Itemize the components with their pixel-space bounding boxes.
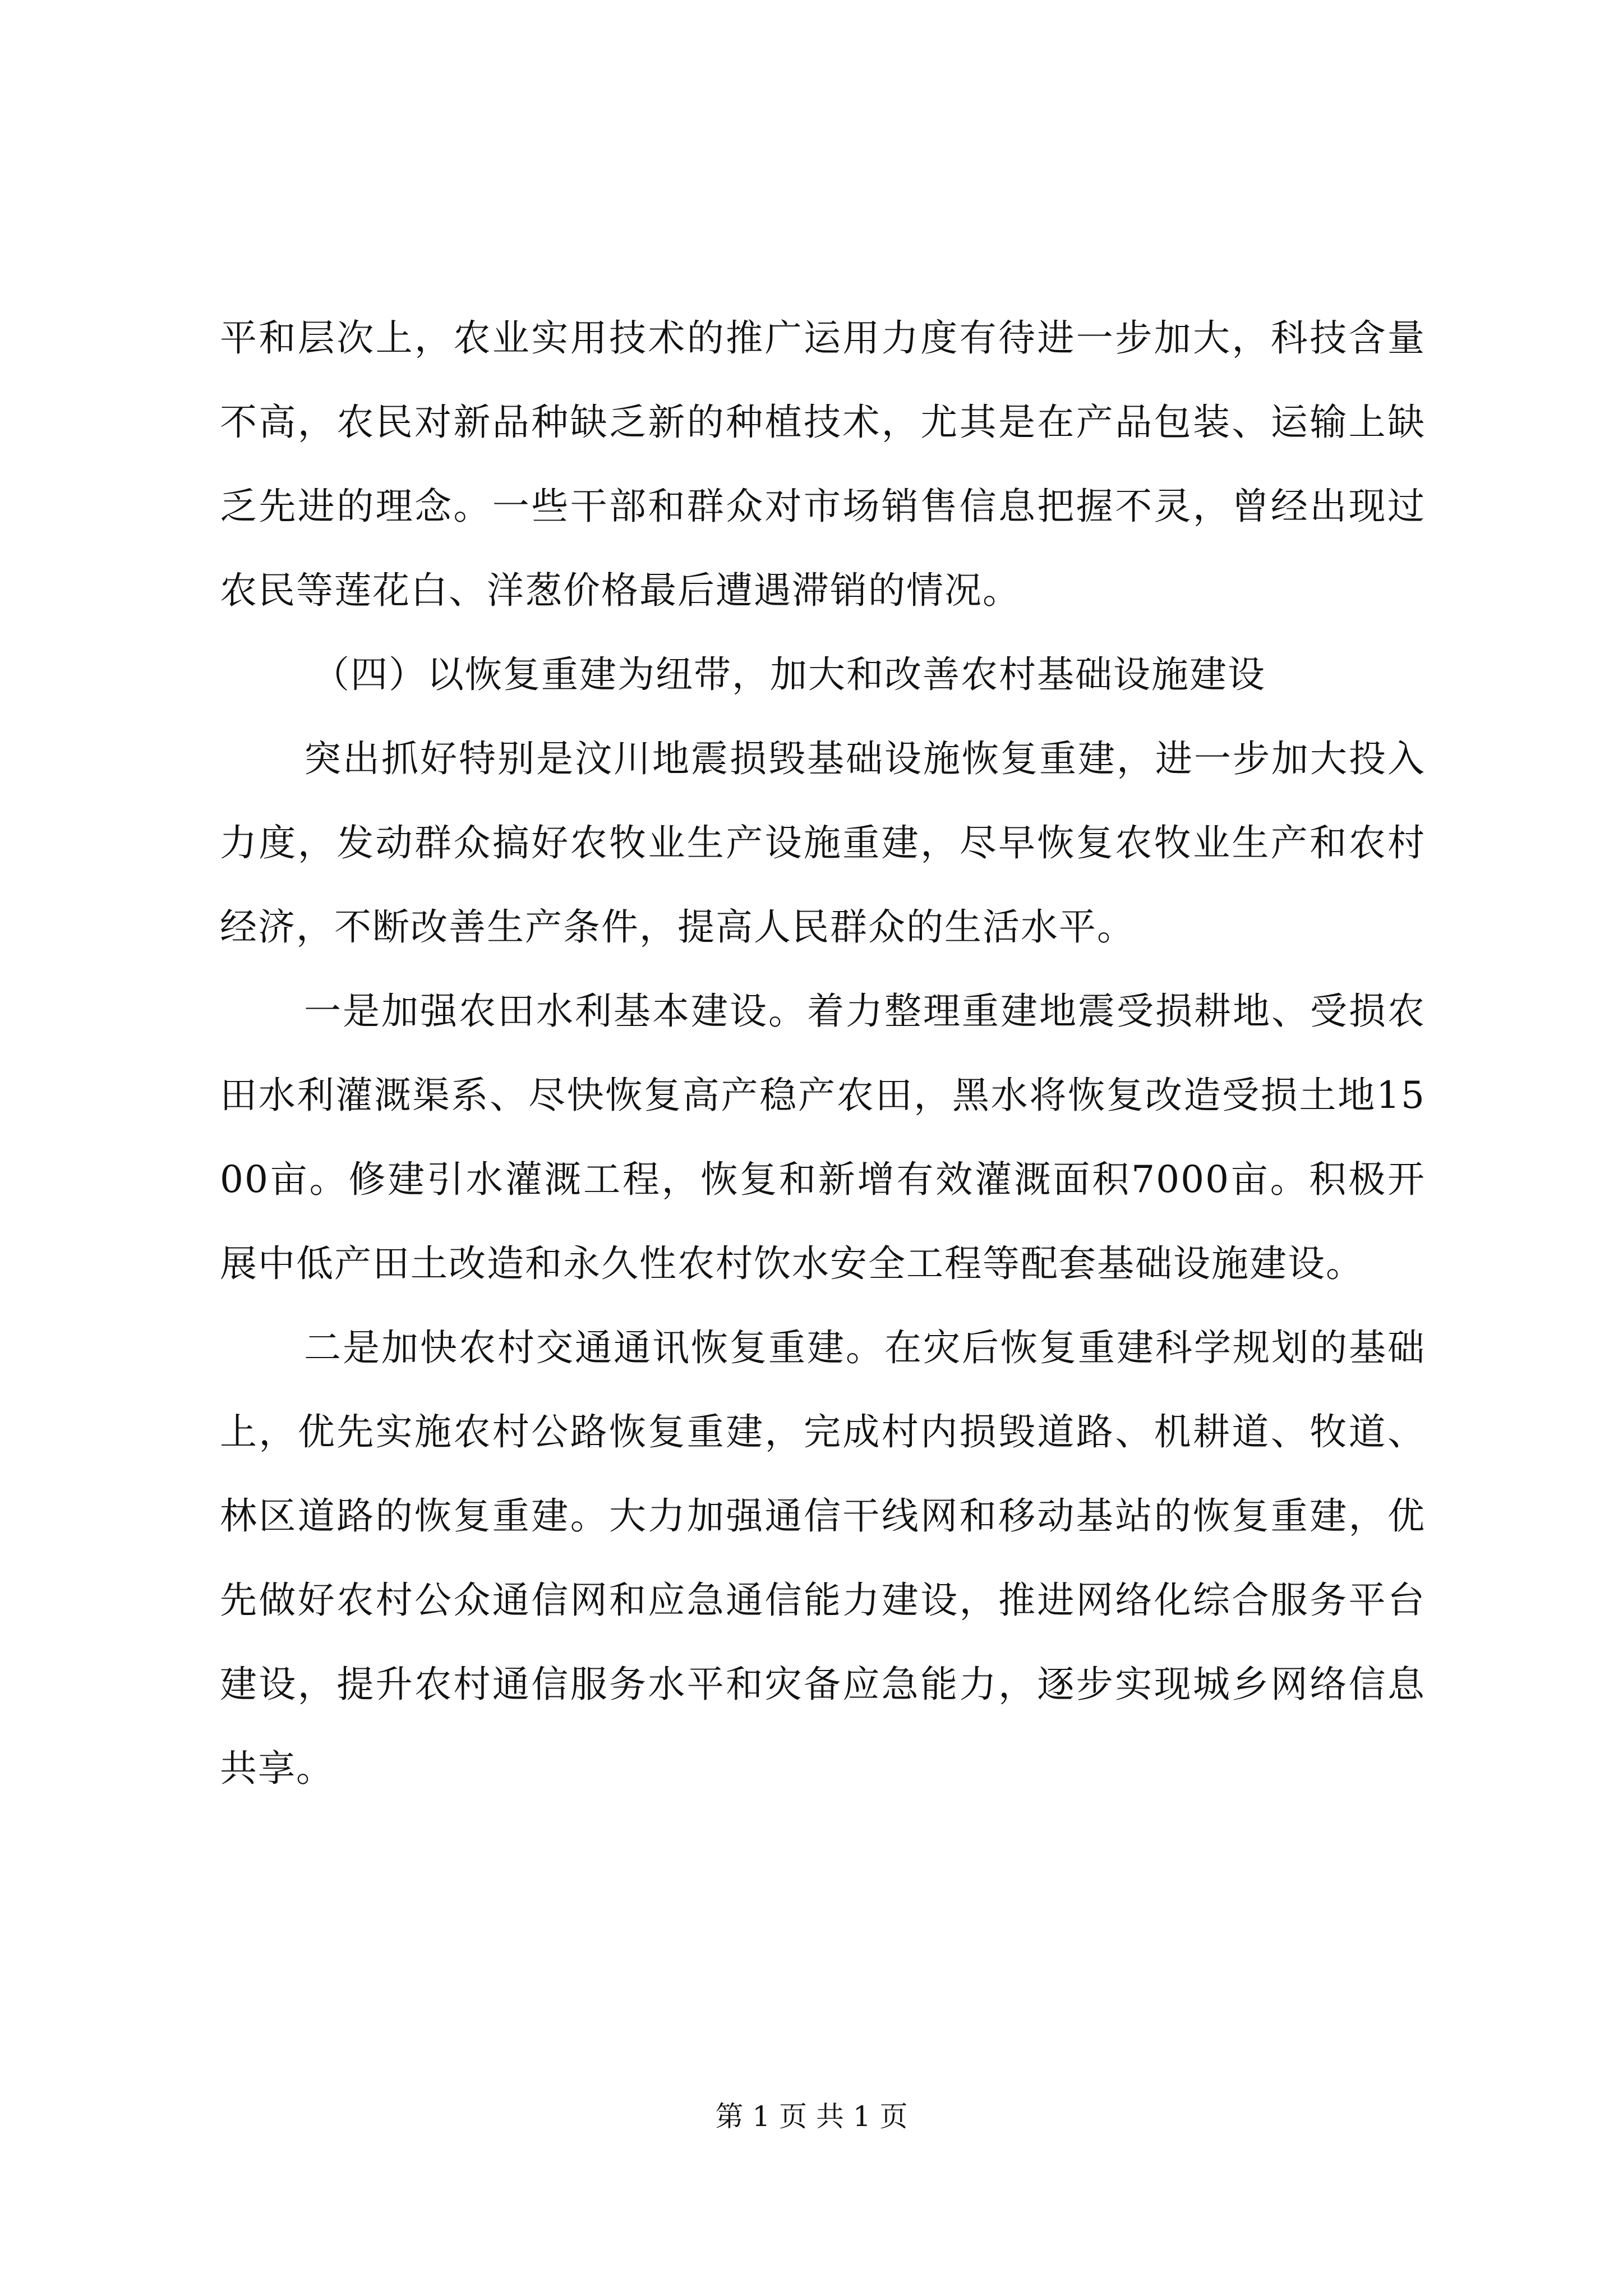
paragraph-farmland-irrigation: 一是加强农田水利基本建设。着力整理重建地震受损耕地、受损农田水利灌溉渠系、尽快恢复高产稳产农田，黑水将恢复改造受损土地1500亩。修建引水灌溉工程，恢复和新增有效灌溉面积7000亩。积极开展中低产田土改造和永久性农村饮水安全工程等配套基础设施建设。 bbox=[220, 990, 1426, 1285]
paragraph-transport-communication: 二是加快农村交通通讯恢复重建。在灾后恢复重建科学规划的基础上，优先实施农村公路恢复重建，完成村内损毁道路、机耕道、牧道、林区道路的恢复重建。大力加强通信干线网和移动基站的恢复重建，优先做好农村公众通信网和应急通信能力建设，推进网络化综合服务平台建设，提升农村通信服务水平和灾备应急能力，逐步实现城乡网络信息共享。 bbox=[220, 1326, 1426, 1790]
section-heading-4: （四）以恢复重建为纽带，加大和改善农村基础设施建设 bbox=[312, 653, 1266, 696]
paragraph-continuation: 平和层次上，农业实用技术的推广运用力度有待进一步加大，科技含量不高，农民对新品种缺乏新的种植技术，尤其是在产品包装、运输上缺乏先进的理念。一些干部和群众对市场销售信息把握不灵，曾经出现过农民等莲花白、洋葱价格最后遭遇滞销的情况。 bbox=[220, 316, 1426, 612]
page-number-footer: 第 1 页 共 1 页 bbox=[715, 2100, 908, 2133]
document-body bbox=[220, 296, 1426, 1811]
paragraph-infrastructure-intro: 突出抓好特别是汶川地震损毁基础设施恢复重建，进一步加大投入力度，发动群众搞好农牧业生产设施重建，尽早恢复农牧业生产和农村经济，不断改善生产条件，提高人民群众的生活水平。 bbox=[220, 737, 1426, 949]
